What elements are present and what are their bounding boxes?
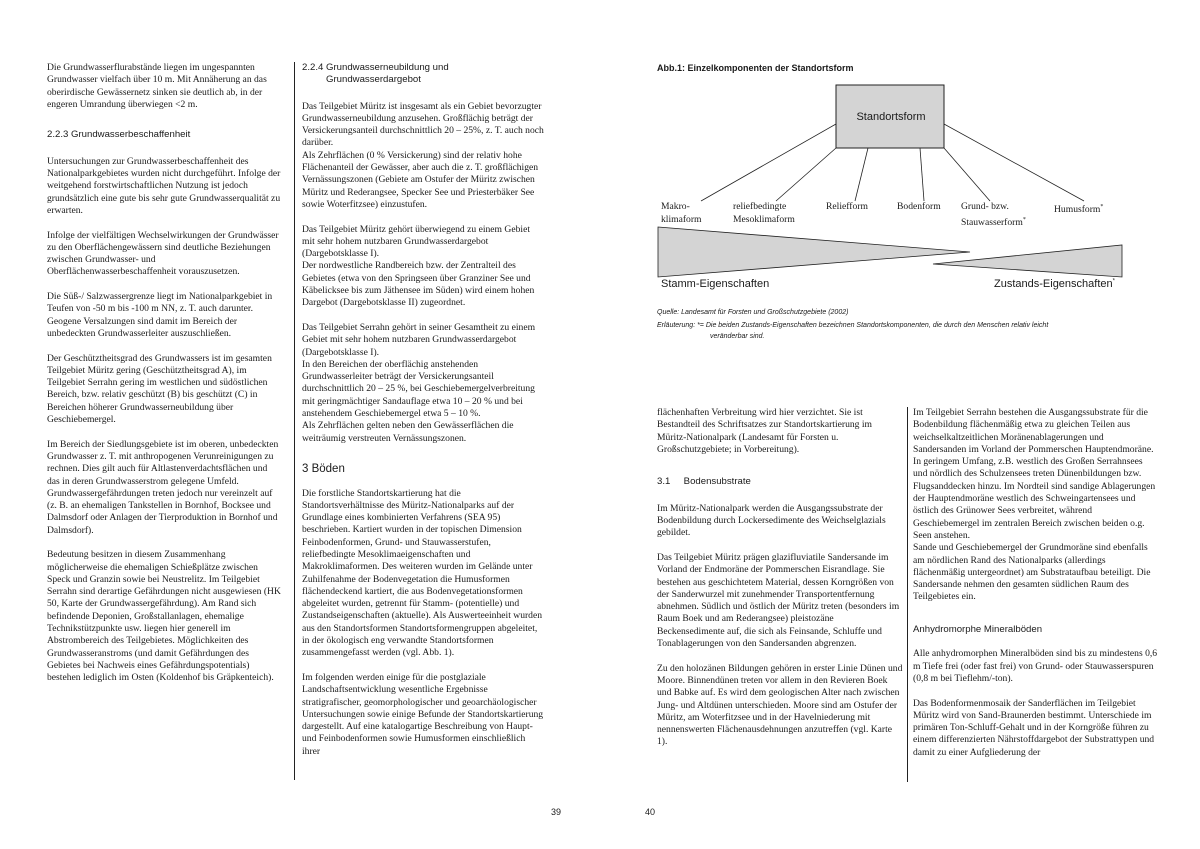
asterisk: * bbox=[1112, 278, 1115, 285]
note-line: veränderbar sind. bbox=[710, 333, 765, 340]
page-number-right: 40 bbox=[645, 807, 656, 817]
label-line: klimaform bbox=[661, 213, 702, 225]
zustands-eigenschaften-label bbox=[994, 278, 1115, 290]
column-divider bbox=[294, 62, 295, 780]
paragraph: Das Bodenformenmosaik der Sanderflächen im Teilgebiet Müritz wird von Sand-Braunerden bestimmt. Unterschiede im primären Ton-Schluff-Gehalt und in der Korngröße führen zu einem differenzierten Nährstoffdargebot der Substrattypen und damit zu einer Aufgliederung der bbox=[913, 697, 1155, 758]
paragraph: Das Teilgebiet Müritz prägen glazifluviatile Sandersande im Vorland der Endmoräne der Pommerschen Eisrandlage. Sie bestehen aus geschichtetem Material, dessen Korngrößen von der Sanderwurzel mit zunehmender Transportentfernung abnehmen. Südlich und östlich der Müritz treten (besonders im Raum Boek und am Rederangsee) pleistozäne Beckensedimente auf, die sich als Feinsande, Schluffe und Tonablagerungen von den Sandersanden abgrenzen. bbox=[657, 551, 900, 650]
component-stauwasserform bbox=[961, 201, 1026, 229]
diagram-root-standortsform: Standortsform bbox=[856, 110, 926, 123]
paragraph: Der Geschütztheitsgrad des Grundwassers ist im gesamten Teilgebiet Müritz gering (Geschütztheitsgrad A), im Teilgebiet Serrahn gering im westlichen und südöstlichen Bereich, bzw. relativ geschützt (B) bis geschützt (C) in Bereichen höherer Grundwasserneubildung über Geschiebemergel. bbox=[47, 352, 272, 426]
heading-line: 2.2.4 Grundwasserneubildung und bbox=[302, 62, 449, 73]
component-reliefform bbox=[826, 201, 868, 214]
right-page-column-1 bbox=[657, 407, 903, 761]
page-number-left: 39 bbox=[551, 807, 562, 817]
spacer bbox=[302, 87, 544, 101]
paragraph: Im Müritz-Nationalpark werden die Ausgangssubstrate der Bodenbildung durch Lockersedimente des Weichselglazials gebildet. bbox=[657, 502, 886, 539]
label-line: Bodenform bbox=[897, 201, 941, 212]
paragraph: Infolge der vielfältigen Wechselwirkungen der Grundwässer zu den Oberflächengewässern sind deutliche Beziehungen zwischen Grundwasser- und Oberflächenwasserbeschaffenheit vorauszusetzen. bbox=[47, 229, 279, 278]
heading-anhydromorphe-mineralboeden: Anhydromorphe Mineralböden bbox=[913, 624, 1043, 636]
asterisk: * bbox=[1100, 204, 1104, 210]
left-page-column-2 bbox=[302, 62, 544, 770]
asterisk: * bbox=[1022, 216, 1026, 223]
spacer bbox=[657, 468, 903, 476]
label-line: reliefbedingte bbox=[733, 201, 787, 212]
paragraph: In den Bereichen der oberflächig anstehenden Grundwasserleiter beträgt der Versickerungsanteil durchschnittlich 20 – 25 %, bei Geschiebemergelverbreitung mit geringmächtiger Sandauflage etwa 10 – 20 % und bei anstehendem Geschiebemergel etwa 5 – 10 %. bbox=[302, 358, 535, 420]
note-line: Erläuterung: *= Die beiden Zustands-Eigenschaften bezeichnen Standortskomponenten, die durch den Menschen relativ leicht bbox=[657, 322, 1049, 329]
paragraph: Die forstliche Standortskartierung hat die Standortsverhältnisse des Müritz-Nationalparks auf der Grundlage eines kombinierten Verfahrens (SEA 95) beschrieben. Kartiert wurden in der topischen Dimension Feinbodenformen, Grund- und Stauwasserstufen, reliefbedingte Mesoklimaeigenschaften und Makroklimaformen. Des weiteren wurden im Gelände unter Zuhilfenahme der Bodenvegetation die Humusformen flächendeckend kartiert, die aus Bodenvegetationsformen abgeleitet wurden, getrennt für Stamm- (potentielle) und Zustandseigenschaften (aktuelle). Als Auswerteeinheit wurden aus den Standortsformen Standortsformengruppen abgeleitet, in der ökologisch eng verwandte Standortsformen zusammengefasst werden (vgl. Abb. 1). bbox=[302, 487, 543, 659]
paragraph: Als Zehrflächen gelten neben den Gewässerflächen die weiträumig verstreuten Vernässungszonen. bbox=[302, 420, 514, 444]
paragraph: Bedeutung besitzen in diesem Zusammenhang möglicherweise die ehemaligen Schießplätze zwischen Speck und Granzin sowie bei Neustrelitz. Im Teilgebiet Serrahn sind derartige Gefährdungen nicht ausgewiesen (HK 50, Karte der Grundwassergefährdung). Am Rand sich befindende Deponien, Großstallanlagen, ehemalige Technikstützpunkte usw. liegen hier generell im Abstrombereich des Teilgebietes. Möglichkeiten des Grundwasseranstroms (und damit Gefährdungen des Gebietes bei Nachweis eines Gefährdungspotentials) bestehen lediglich im Osten (Koldenhof bis Gräpkenteich). bbox=[47, 549, 281, 684]
component-bodenform bbox=[897, 201, 941, 214]
paragraph: Sande und Geschiebemergel der Grundmoräne sind ebenfalls am nördlichen Rand des Nationalparks (allerdings flächenmäßig untergeordnet) am Substrataufbau beteiligt. Die Sandersande nehmen den gesamten südlichen Raum des Teilgebietes ein. bbox=[913, 542, 1151, 603]
paragraph: Alle anhydromorphen Mineralböden sind bis zu mindestens 0,6 m Tiefe frei (oder fast frei) von Grund- oder Stauwasserspuren (0,8 m bei Tieflehm/-ton). bbox=[913, 648, 1158, 684]
figure-note bbox=[657, 320, 1048, 342]
paragraph: Der nordwestliche Randbereich bzw. der Zentralteil des Gebietes (etwa von den Springseen über Granziner See und Käbelicksee bis zum Jäthensee im Süden) wird einem hohen Dargebot (Dargebotsklasse II) zugeordnet. bbox=[302, 260, 535, 309]
label-line: Stauwasserform bbox=[961, 216, 1023, 228]
paragraph: Die Grundwasserflurabstände liegen im ungespannten Grundwasser vielfach über 10 m. Mit Annäherung an das oberirdische Gewässernetz sinken sie deutlich ab, in der engeren Umrandung überwiegen <2 m. bbox=[47, 62, 267, 110]
figure-source: Quelle: Landesamt für Forsten und Großschutzgebiete (2002) bbox=[657, 309, 849, 316]
component-mesoklimaform bbox=[733, 201, 795, 226]
label-line: Mesoklimaform bbox=[733, 213, 795, 225]
right-page-column-2 bbox=[913, 407, 1159, 771]
label-line: Humusform bbox=[1054, 204, 1101, 216]
paragraph: Im folgenden werden einige für die postglaziale Landschaftsentwicklung wesentliche Ergebnisse stratigrafischer, geomorphologischer und geoarchäologischer Untersuchungen sowie einige Befunde der Standortskartierung dargestellt. Auf eine katalogartige Beschreibung von Haupt- und Feinbodenformen sowie Humusformen einschließlich ihrer bbox=[302, 671, 544, 757]
stamm-eigenschaften-label: Stamm-Eigenschaften bbox=[661, 278, 770, 290]
figure-title: Abb.1: Einzelkomponenten der Standortsform bbox=[657, 63, 854, 73]
label-line: Makro- bbox=[661, 201, 690, 212]
heading-2-2-4 bbox=[302, 62, 544, 87]
paragraph: Als Zehrflächen (0 % Versickerung) sind der relativ hohe Flächenanteil der Gewässer, aber auch die z. T. großflächigen Vernässungszonen (Gebiete am Ostufer der Müritz zwischen Müritz und Rederangsee, Specker See und Priesterbäker See sowie Woterfitzsee) einzustufen. bbox=[302, 149, 539, 210]
label-line: Grund- bzw. bbox=[961, 201, 1009, 212]
paragraph: Im Bereich der Siedlungsgebiete ist im oberen, unbedeckten Grundwasser z. T. mit anthropogenen Verunreinigungen zu rechnen. Dies gilt auch für Altlastenverdachtsflächen und das in deren Grundwasserstrom gelegene Umfeld. Grundwassergefährdungen treten jedoch nur vereinzelt auf (z. B. an ehemaligen Tankstellen in Bornhof, Bocksee und Dalmsdorf oder Anlagen der Tierproduktion in Bornhof und Dalmsdorf). bbox=[47, 438, 279, 536]
paragraph: Das Teilgebiet Müritz gehört überwiegend zu einem Gebiet mit sehr hohem nutzbaren Grundwasserdargebot (Dargebotsklasse I). bbox=[302, 223, 530, 260]
paragraph: Im Teilgebiet Serrahn bestehen die Ausgangssubstrate für die Bodenbildung flächenmäßig etwa zu gleichen Teilen aus weichselkaltzeitlichen Moränenablagerungen und Sandersanden im Vorland der Pommerschen Hauptendmoräne. In geringem Umfang, z.B. westlich des Großen Serrahnsees und nördlich des Schulzensees treten Dünenbildungen bzw. Flugsanddecken hinzu. Im Nordteil sind sandige Ablagerungen der Hauptendmoräne westlich des Schweingartensees und östlich des Grünower Sees verbreitet, während Geschiebemergel im zentralen Bereich zwischen beiden o.g. Seen anstehen. bbox=[913, 407, 1156, 541]
label-line: Reliefform bbox=[826, 201, 868, 212]
label-text: Zustands-Eigenschaften bbox=[994, 278, 1113, 290]
paragraph: Das Teilgebiet Serrahn gehört in seiner Gesamtheit zu einem Gebiet mit sehr hohem nutzbaren Grundwasserdargebot (Dargebotsklasse I). bbox=[302, 321, 536, 358]
heading-3-1-bodensubstrate: 3.1 Bodensubstrate bbox=[657, 476, 751, 488]
paragraph: Untersuchungen zur Grundwasserbeschaffenheit des Nationalparkgebietes wurden nicht durchgeführt. Infolge der weitgehend forstwirtschaftlichen Nutzung ist jedoch grundsätzlich eine gute bis sehr gute Grundwasserqualität zu erwarten. bbox=[47, 155, 281, 216]
column-divider bbox=[907, 407, 908, 782]
component-humusform bbox=[1054, 201, 1103, 217]
heading-3-boeden: 3 Böden bbox=[302, 463, 345, 476]
paragraph: Das Teilgebiet Müritz ist insgesamt als ein Gebiet bevorzugter Grundwasserneubildung anzusehen. Großflächig beträgt der Versickerungsanteil durchschnittlich 20 – 25%, z. T. auch noch darüber. bbox=[302, 100, 544, 149]
spacer bbox=[913, 616, 1159, 624]
paragraph: Zu den holozänen Bildungen gehören in erster Linie Dünen und Moore. Binnendünen treten vor allem in den Revieren Boek und Babke auf. Es wird dem geologischen Alter nach zwischen Jung- und Altdünen unterschieden. Moore sind am Ostufer der Müritz, am Woterfitzsee und in der Havelniederung mit nennenswerten Flächenausdehnungen anzutreffen (vgl. Karte 1). bbox=[657, 662, 903, 748]
left-page-column-1 bbox=[47, 62, 281, 697]
paragraph: Die Süß-/ Salzwassergrenze liegt im Nationalparkgebiet in Teufen von -50 m bis -100 m NN, z. T. auch darunter. Geogene Versalzungen sind damit im Bereich der unbedeckten Grundwasserleiter auszuschließen. bbox=[47, 291, 273, 339]
component-makroklimaform bbox=[661, 201, 702, 226]
heading-line: Grundwasserdargebot bbox=[326, 74, 421, 86]
heading-2-2-3: 2.2.3 Grundwasserbeschaffenheit bbox=[47, 129, 191, 141]
paragraph: flächenhaften Verbreitung wird hier verzichtet. Sie ist Bestandteil des Schriftsatzes zur Standortskartierung im Müritz-Nationalpark (Landesamt für Forsten u. Großschutzgebiete; in Vorbereitung). bbox=[657, 407, 873, 455]
